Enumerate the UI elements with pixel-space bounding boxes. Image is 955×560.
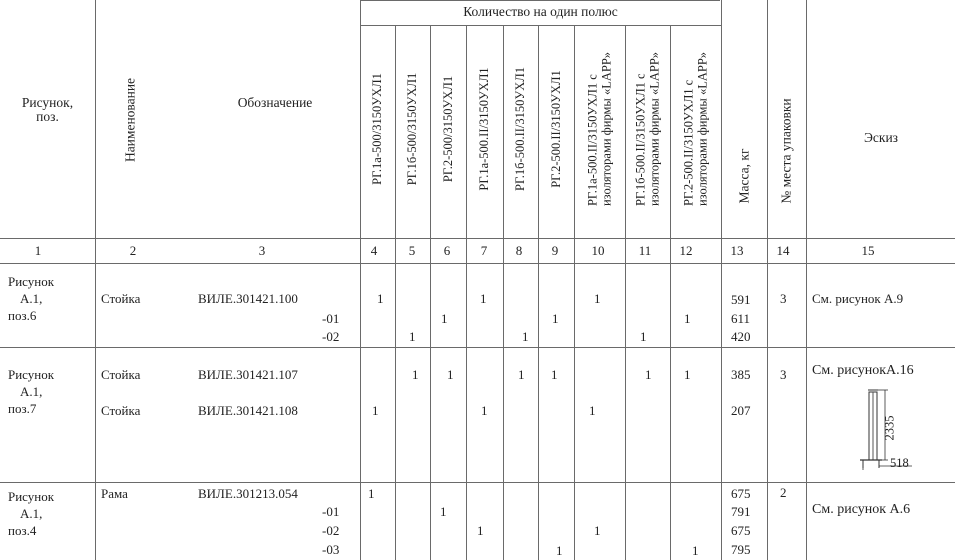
quantity-mark: 1 <box>481 403 488 418</box>
row3-mass: 675 <box>731 523 751 538</box>
row1-figure-line: А.1, <box>20 290 43 306</box>
row3-sketch: См. рисунок А.6 <box>812 502 911 517</box>
column-number: 4 <box>370 243 378 258</box>
variant-header-line: изоляторами фирмы «LAPP» <box>599 51 613 207</box>
quantity-mark: 1 <box>589 403 596 418</box>
quantity-mark: 1 <box>441 311 448 326</box>
quantity-mark: 1 <box>480 291 487 306</box>
row1-figure-line: Рисунок <box>8 274 55 289</box>
row3-mass: 791 <box>731 504 751 519</box>
row3-figure <box>8 489 54 540</box>
column-number: 9 <box>551 243 559 258</box>
variant-header <box>406 73 420 186</box>
quantity-mark: 1 <box>645 367 652 382</box>
row2-figure-line: поз.7 <box>8 400 37 416</box>
quantity-mark: 1 <box>372 403 379 418</box>
quantity-mark: 1 <box>522 329 529 344</box>
column-number: 3 <box>258 243 266 258</box>
variant-header-cell <box>626 26 670 238</box>
quantity-mark: 1 <box>594 523 601 538</box>
rack-sketch-drawing <box>852 386 922 472</box>
quantity-mark: 1 <box>368 486 375 501</box>
rule-row1-bottom <box>0 347 955 348</box>
row1-mass: 420 <box>731 329 751 344</box>
rule-header-bottom <box>0 238 955 239</box>
header-mass-cell <box>722 1 767 238</box>
row2-figure <box>8 367 54 418</box>
row1-designation: ВИЛЕ.301421.100 <box>198 291 298 306</box>
row1-figure-line: поз.6 <box>8 307 37 323</box>
variant-header-line: изоляторами фирмы «LAPP» <box>647 51 661 207</box>
column-number: 12 <box>679 243 693 258</box>
quantity-mark: 1 <box>447 367 454 382</box>
row3-package: 2 <box>780 485 787 500</box>
header-name-cell <box>96 1 360 238</box>
quantity-mark: 1 <box>594 291 601 306</box>
quantity-mark: 1 <box>640 329 647 344</box>
quantity-mark: 1 <box>409 329 416 344</box>
variant-header-line: РГ.1б-500/3150УХЛ1 <box>405 72 420 186</box>
column-number: 8 <box>515 243 523 258</box>
variant-header-cell <box>671 26 721 238</box>
header-figure-label: Рисунок, поз. <box>21 95 74 125</box>
row3-sub: -03 <box>322 542 340 557</box>
quantity-mark: 1 <box>692 543 699 558</box>
column-number: 13 <box>730 243 744 258</box>
quantity-mark: 1 <box>684 311 691 326</box>
row3-figure-line: поз.4 <box>8 522 37 538</box>
row2-package: 3 <box>780 367 787 382</box>
row2-name-2: Стойка <box>101 403 141 418</box>
row2-name-1: Стойка <box>101 367 141 382</box>
header-figure <box>0 96 95 124</box>
column-number: 10 <box>591 243 605 258</box>
quantity-mark: 1 <box>412 367 419 382</box>
row3-mass: 675 <box>731 486 751 501</box>
header-mass: Масса, кг <box>736 148 752 204</box>
quantity-mark: 1 <box>377 291 384 306</box>
variant-header-cell <box>575 26 625 238</box>
rule-col <box>806 0 807 560</box>
variant-header-line: изоляторами фирмы «LAPP» <box>695 51 709 207</box>
variant-header <box>442 76 456 182</box>
row3-designation: ВИЛЕ.301213.054 <box>198 486 298 501</box>
row2-mass: 385 <box>731 367 751 382</box>
row3-figure-line: А.1, <box>20 505 43 521</box>
sketch-dimension-height: 2335 <box>882 415 897 441</box>
variant-header-line: РГ.2-500/3150УХЛ1 <box>440 75 455 183</box>
row3-mass: 795 <box>731 542 751 557</box>
quantity-mark: 1 <box>684 367 691 382</box>
variant-header-line: РГ.1а-500.II/3150УХЛ1 <box>477 67 492 191</box>
row1-name: Стойка <box>101 291 141 306</box>
row1-sub: -01 <box>322 311 340 326</box>
row2-designation-2: ВИЛЕ.301421.108 <box>198 403 298 418</box>
variant-header-line: РГ.1б-500.II/3150УХЛ1 с <box>633 73 648 207</box>
variant-header-cell <box>539 26 574 238</box>
quantity-mark: 1 <box>518 367 525 382</box>
variant-header-line: РГ.2-500.II/3150УХЛ1 <box>548 70 563 188</box>
row1-figure <box>8 274 54 325</box>
variant-header-line: РГ.1б-500.II/3150УХЛ1 <box>513 67 528 191</box>
quantity-mark: 1 <box>552 311 559 326</box>
row1-mass: 611 <box>731 311 751 326</box>
row3-figure-line: Рисунок <box>8 489 55 504</box>
row3-name: Рама <box>101 486 128 501</box>
column-number: 5 <box>408 243 416 258</box>
quantity-mark: 1 <box>551 367 558 382</box>
sketch-dimension-width: 518 <box>890 456 909 470</box>
column-number: 1 <box>34 243 42 258</box>
quantity-mark: 1 <box>440 504 447 519</box>
row1-sub: -02 <box>322 329 340 344</box>
variant-header <box>371 73 385 185</box>
row2-figure-line: Рисунок <box>8 367 55 382</box>
header-sketch: Эскиз <box>863 130 899 145</box>
row1-package: 3 <box>780 291 787 306</box>
column-number: 14 <box>776 243 790 258</box>
row2-sketch: См. рисунокА.16 <box>812 363 914 378</box>
variant-header-line: РГ.2-500.II/3150УХЛ1 с <box>681 79 696 207</box>
variant-header-cell <box>396 26 430 238</box>
variant-header <box>550 70 564 188</box>
quantity-mark: 1 <box>477 523 484 538</box>
variant-header-line: РГ.1а-500.II/3150УХЛ1 с <box>585 74 600 207</box>
column-number: 7 <box>480 243 488 258</box>
header-package: № места упаковки <box>778 98 794 204</box>
variant-header-cell <box>467 26 503 238</box>
column-number: 6 <box>443 243 451 258</box>
row2-mass: 207 <box>731 403 751 418</box>
row1-mass: 591 <box>731 292 751 307</box>
header-quantity-group: Количество на один полюс <box>463 4 618 19</box>
rule-numbers-bottom <box>0 263 955 264</box>
rule-row2-bottom <box>0 482 955 483</box>
header-package-cell <box>768 1 806 238</box>
variant-header <box>478 67 492 190</box>
rule-top <box>360 0 720 1</box>
column-number: 15 <box>861 243 875 258</box>
column-number: 2 <box>129 243 137 258</box>
variant-header <box>682 52 710 206</box>
variant-header <box>586 52 614 206</box>
variant-header <box>634 52 662 206</box>
quantity-mark: 1 <box>556 543 563 558</box>
variant-header-cell <box>431 26 466 238</box>
row2-designation-1: ВИЛЕ.301421.107 <box>198 367 298 382</box>
variant-header <box>514 67 528 191</box>
row2-figure-line: А.1, <box>20 383 43 399</box>
row3-sub: -01 <box>322 504 340 519</box>
variant-header-cell <box>361 26 395 238</box>
variant-header-cell <box>504 26 538 238</box>
row3-sub: -02 <box>322 523 340 538</box>
row1-sketch: См. рисунок А.9 <box>812 291 904 306</box>
header-designation: Обозначение <box>237 95 313 110</box>
column-number: 11 <box>638 243 652 258</box>
variant-header-line: РГ.1а-500/3150УХЛ1 <box>370 73 385 185</box>
header-name: Наименование <box>122 77 138 162</box>
